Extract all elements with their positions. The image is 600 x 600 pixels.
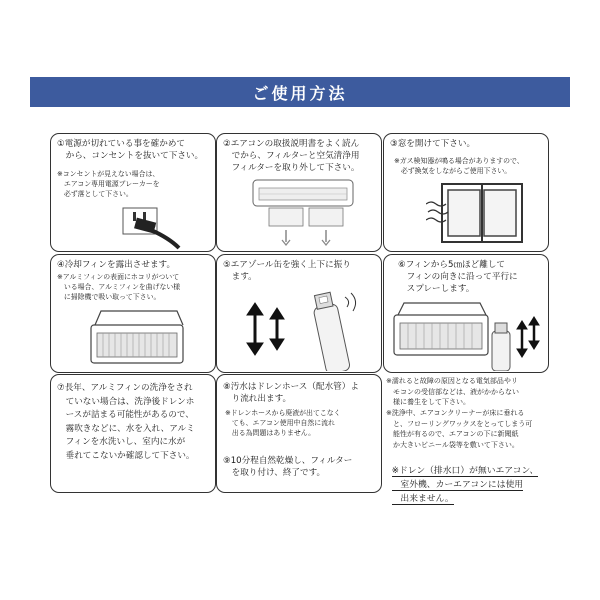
step-7-text: ⑦長年、アルミフィンの洗浄をされ ていない場合は、洗浄後ドレンホ ースが詰まる可能性があるので、 霧吹きなどに、水を入れ、アルミ フィンを水洗いし、室内に水が 垂れてこないか確認して下さい。 — [57, 383, 195, 461]
warning-line-2: 室外機、カーエアコンには使用 — [391, 480, 524, 490]
step-card-3 — [383, 133, 549, 252]
step-card-6 — [383, 254, 549, 373]
step-1-note: ※コンセントが見えない場合は、 エアコン専用電源ブレーカーを 必ず落として下さい。 — [57, 170, 160, 198]
shake-can-illustration — [243, 291, 373, 371]
step-1-text: ①電源が切れている事を確かめて から、コンセントを抜いて下さい。 — [57, 139, 204, 162]
warning-line-1: ※ドレン（排水口）が無いエアコン、 — [391, 466, 539, 476]
step-9-text: ⑨10分程自然乾燥し、フィルター を取り付け、終了です。 — [223, 456, 353, 479]
step-8-text: ⑧汚水はドレンホース（配水管）よ り流れ出ます。 — [223, 382, 359, 405]
warning-not-for-drainless-units — [386, 450, 538, 506]
step-2-text: ②エアコンの取扱説明書をよく読ん でから、フィルターと空気清浄用 フィルターを取り外して下さい。 — [223, 139, 360, 174]
step-card-1 — [50, 133, 216, 252]
step-card-5 — [216, 254, 382, 373]
spray-fin-illustration — [388, 301, 548, 371]
step-4-note: ※アルミフィンの表面にホコリがついて いる場合、アルミフィンを曲げない様 に掃除機で吸い取って下さい。 — [57, 273, 181, 301]
step-5-text: ⑤エアゾール缶を強く上下に振り ます。 — [223, 260, 351, 283]
exposed-fin-illustration — [87, 307, 187, 369]
step-4-text: ④冷却フィンを露出させます。 — [57, 260, 176, 270]
warning-electrical-parts: ※濡れると故障の原因となる電気部品やリ モコンの受信部などは、液がかからない 様に養生をして下さい。 — [386, 377, 519, 407]
step-8-note: ※ドレンホースから廃液が出てこなく ても、エアコン使用中自然に流れ 出る為問題はありません。 — [225, 409, 341, 437]
step-card-4 — [50, 254, 216, 373]
air-conditioner-filter-illustration — [249, 178, 359, 250]
page-title: ご使用方法 — [30, 77, 570, 107]
warning-floor-protection: ※洗浄中、エアコンクリーナーが床に垂れる と、フローリングワックスをとってしまう可 能性が有るので、エアコンの下に新聞紙 か大きいビニール袋等を敷いて下さい。 — [386, 409, 533, 449]
step-card-8-9 — [216, 374, 382, 493]
open-window-illustration — [426, 182, 526, 248]
warning-line-3: 出来ません。 — [391, 494, 454, 504]
step-3-text: ③窓を開けて下さい。 — [390, 139, 476, 149]
step-6-text: ⑥フィンから5㎝ほど離して フィンの向きに沿って平行に スプレーします。 — [398, 260, 518, 295]
power-plug-illustration — [121, 202, 191, 250]
step-card-7 — [50, 374, 216, 493]
step-card-2 — [216, 133, 382, 252]
step-3-note: ※ガス検知器が鳴る場合がありますので、 必ず換気をしながらご使用下さい。 — [394, 157, 524, 175]
